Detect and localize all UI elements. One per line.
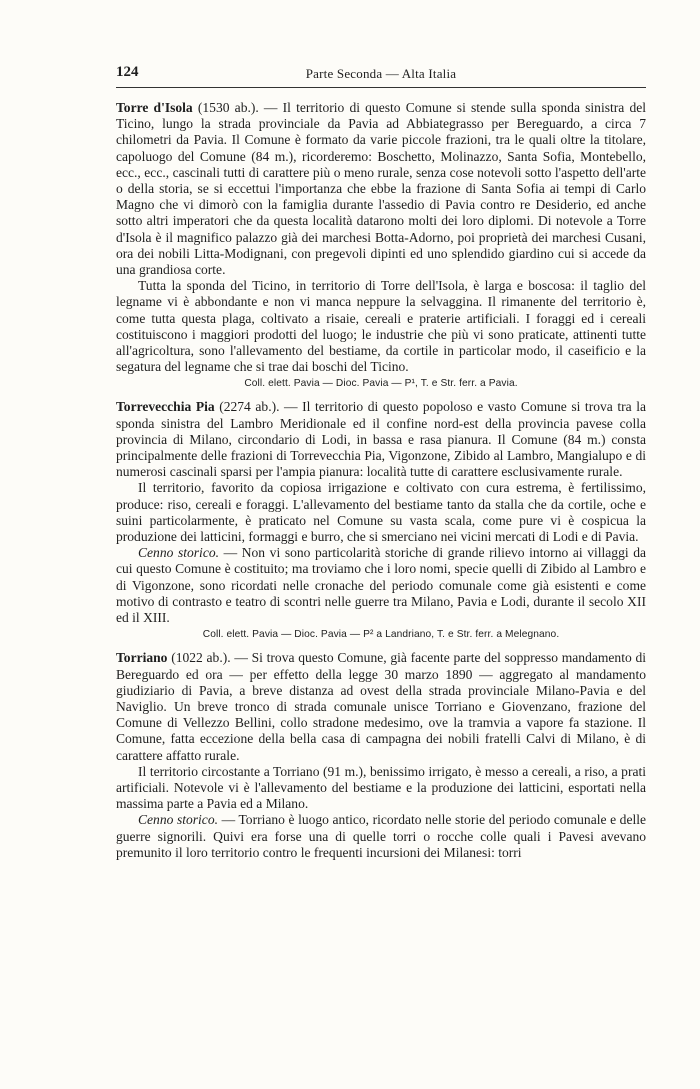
entry-heading: Torre d'Isola — [116, 100, 193, 115]
entry-heading: Torrevecchia Pia — [116, 399, 215, 415]
entry-text: (1022 ab.). — Si trova questo Comune, già facente parte del soppresso mandamento di Bereguardo ed ora — per effetto della legge 30 marzo 1890 — aggregato al mandamento giudiziario di Pavia, a breve distanza ad ovest della strada provinciale Milano-Pavia e del Naviglio. Un breve tronco di strada comunale unisce Torriano e Giovenzano, frazione del Comune di Vellezzo Bellini, collo stradone medesimo, ove la tramvia a vapore fa stazione. Il Comune, fatta eccezione della bella casa di campagna dei nobili fratelli Calvi di Milano, è di carattere affatto rurale. — [116, 650, 647, 763]
entry-torrevecchia-pia — [116, 399, 646, 640]
entry-reference: Coll. elett. Pavia — Dioc. Pavia — P¹, T. e Str. ferr. a Pavia. — [244, 378, 518, 390]
entry-torriano — [116, 650, 646, 861]
running-title: Parte Seconda — Alta Italia — [305, 66, 457, 81]
entry-paragraph — [116, 399, 646, 480]
entry-text: — Non vi sono particolarità storiche di grande rilievo intorno ai villaggi da cui questo Comune è costituito; ma troviamo che i loro nomi, specie quelli di Zibido al Lambro e di Vigonzone, sono ricordati nelle cronache del periodo comunale come già esistenti e come motivo di contrasto e teatro di scontri nelle guerre tra Milano, Pavia e Lodi, durante il secolo XII ed il XIII. — [116, 545, 646, 626]
entry-paragraph — [116, 650, 646, 763]
entry-text: (2274 ab.). — Il territorio di questo popoloso e vasto Comune si trova tra la sponda sinistra del Lambro Meridionale ed il confine nord-est della provincia pavese colla provincia di Milano, circondario di Lodi, in bassa e rasa pianura. Il Comune (84 m.) consta principalmente delle frazioni di Torrevecchia Pia, Vigonzone, Zibido al Lambro, Mangialupo e di numerosi cascinali sparsi per l'ampia pianura: località tutte di carattere esclusivamente rurale. — [116, 399, 646, 480]
header-rule — [116, 87, 646, 88]
entry-paragraph: Il territorio circostante a Torriano (91 m.), benissimo irrigato, è messo a cereali, a riso, a prati artificiali. Notevole vi è l'allevamento del bestiame e la produzione dei latticini, esportati nella massima parte a Pavia ed a Milano. — [116, 763, 646, 812]
section-label: Cenno storico. — [138, 812, 218, 828]
page-number: 124 — [116, 64, 139, 80]
entry-paragraph: Tutta la sponda del Ticino, in territorio di Torre dell'Isola, è larga e boscosa: il taglio del legname vi è abbondante e non vi manca neppure la selvaggina. Il rimanente del territorio è, come tutta questa plaga, coltivato a risaie, cereali e praterie artificiali. I foraggi ed i cereali costituiscono i maggiori prodotti del luogo; le industrie che più vi sono praticate, attinenti tutte all'agricoltura, sono l'allevamento del bestiame, da cortile in particolar modo, il caseificio e la segatura del legname che si trae dai boschi del Ticino. — [116, 278, 646, 375]
entry-text: — Torriano è luogo antico, ricordato nelle storie del periodo comunale e delle guerre signorili. Quivi era forse una di quelle torri o rocche colle quali i Pavesi avevano premunito il loro territorio contro le frequenti incursioni dei Milanesi: torri — [116, 812, 646, 860]
entry-text: (1530 ab.). — Il territorio di questo Comune si stende sulla sponda sinistra del Ticino, lungo la strada provinciale da Pavia ad Abbiategrasso per Bereguardo, a circa 7 chilometri da Pavia. Il Comune è formato da varie piccole frazioni, tra le quali oltre la titolare, capoluogo del Comune (84 m.), ricorderemo: Boschetto, Molinazzo, Santa Sofia, Montebello, ecc., ecc., cascinali tutti di carattere più o meno rurale, senza cose notevoli sotto l'aspetto dell'arte o della storia, se si eccettui l'importanza che ebbe la frazione di Santa Sofia ai tempi di Carlo Magno che vi dimorò con la famiglia durante l'assedio di Pavia contro re Desiderio, ed anche sotto altri imperatori che da questa località datarono molti dei loro diplomi. Di notevole a Torre d'Isola è il magnifico palazzo già dei marchesi Botta-Adorno, poi proprietà dei marchesi Cusani, ora dei nobili Litta-Modignani, con pregevoli dipinti ed uno splendido giardino cui si accede da una grandiosa corte. — [116, 100, 646, 278]
entry-paragraph — [116, 545, 646, 626]
entry-heading: Torriano — [116, 650, 168, 666]
entry-torre-d-isola — [116, 100, 646, 389]
entry-paragraph: Il territorio, favorito da copiosa irrigazione e coltivato con cura estrema, è fertilissimo, produce: riso, cereali e foraggi. L'allevamento del bestiame tanto da stalla che da cortile, oche e suini particolarmente, è praticato nel Comune su vasta scala, come pure vi è cospicua la produzione dei latticini, formaggi e burro, che si smerciano nei vicini mercati di Lodi e di Pavia. — [116, 480, 646, 545]
entry-paragraph — [116, 100, 646, 278]
section-label: Cenno storico. — [138, 545, 219, 561]
page-header — [116, 62, 646, 84]
entry-paragraph — [116, 812, 646, 861]
entry-reference: Coll. elett. Pavia — Dioc. Pavia — P² a Landriano, T. e Str. ferr. a Melegnano. — [202, 629, 560, 641]
